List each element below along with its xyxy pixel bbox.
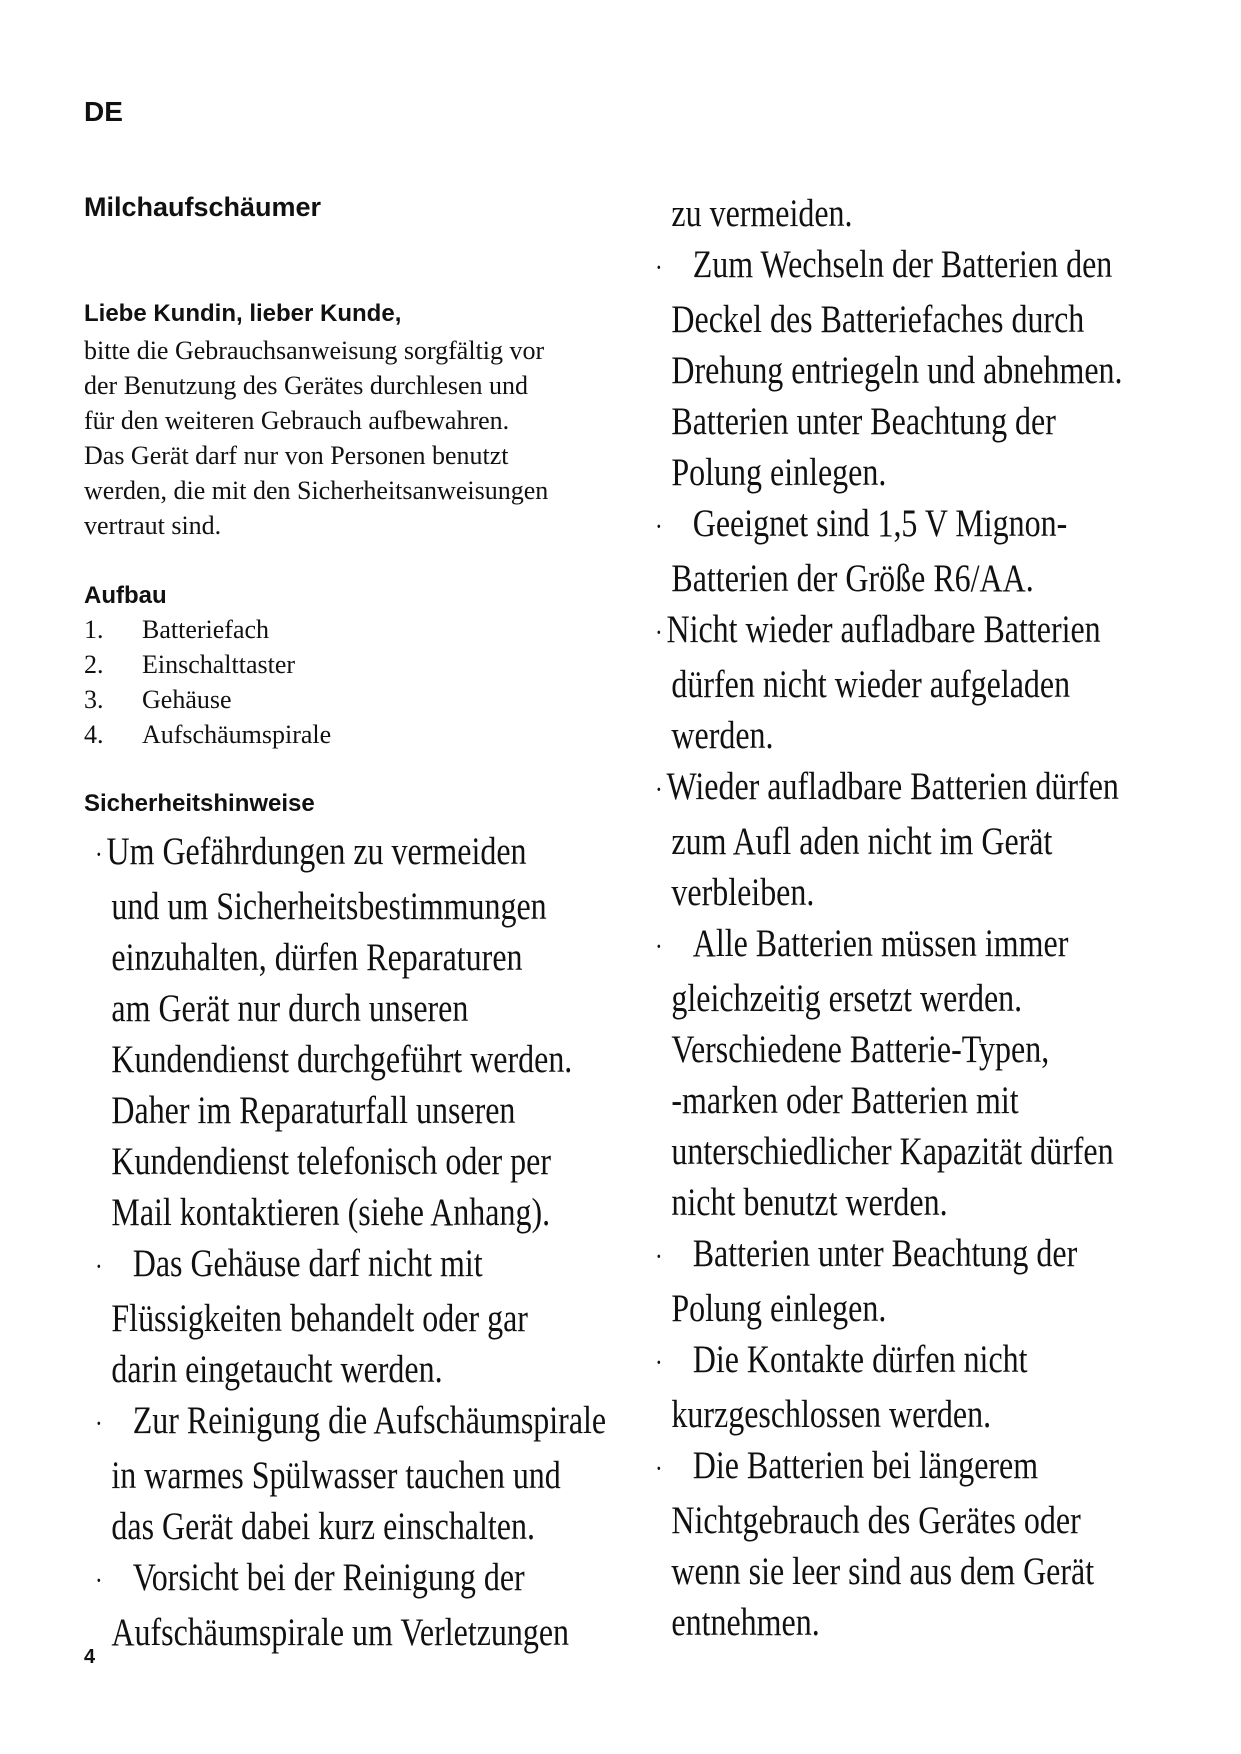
- safety-line: Verschiedene Batterie-Typen,: [671, 1028, 1050, 1071]
- intro-line: für den weiteren Gebrauch aufbewahren.: [84, 406, 510, 435]
- safety-line: · Das Gehäuse darf nicht mit: [95, 1238, 669, 1293]
- intro-line: der Benutzung des Gerätes durchlesen und: [84, 371, 529, 400]
- list-item: [84, 717, 331, 752]
- item-number: 2.: [84, 650, 104, 679]
- page-title: Milchaufschäumer: [84, 192, 322, 222]
- safety-line: Mail kontaktieren (siehe Anhang).: [111, 1191, 551, 1234]
- safety-line: und um Sicherheitsbestimmungen: [111, 885, 547, 928]
- safety-line: · Geeignet sind 1,5 V Mignon-: [655, 498, 1229, 553]
- safety-line: Batterien unter Beachtung der: [671, 400, 1056, 443]
- safety-line: · Die Batterien bei längerem: [655, 1440, 1229, 1495]
- safety-line: Drehung entriegeln und abnehmen.: [671, 349, 1123, 392]
- safety-line: Batterien der Größe R6/AA.: [671, 557, 1034, 600]
- safety-line: in warmes Spülwasser tauchen und: [111, 1454, 561, 1497]
- safety-line: Kundendienst durchgeführt werden.: [111, 1038, 573, 1081]
- safety-line: werden.: [671, 714, 774, 757]
- safety-line: Aufschäumspirale um Verletzungen: [111, 1611, 570, 1654]
- safety-line: Polung einlegen.: [671, 451, 887, 494]
- safety-line: gleichzeitig ersetzt werden.: [671, 977, 1023, 1020]
- item-number: 3.: [84, 685, 104, 714]
- safety-line: -marken oder Batterien mit: [671, 1079, 1019, 1122]
- bullet: ·: [655, 1242, 663, 1273]
- intro-paragraph: [84, 333, 684, 543]
- safety-line: · Zur Reinigung die Aufschäumspirale: [95, 1395, 669, 1450]
- safety-heading: Sicherheitshinweise: [84, 790, 315, 817]
- safety-line: das Gerät dabei kurz einschalten.: [111, 1505, 535, 1548]
- bullet: ·: [95, 1252, 103, 1283]
- safety-line: kurzgeschlossen werden.: [671, 1393, 992, 1436]
- bullet: ·: [655, 1348, 663, 1379]
- intro-line: Das Gerät darf nur von Personen benutzt: [84, 441, 509, 470]
- bullet: ·: [655, 932, 663, 963]
- safety-line: · Die Kontakte dürfen nicht: [655, 1334, 1229, 1389]
- parts-list: [84, 612, 331, 752]
- safety-line: einzuhalten, dürfen Reparaturen: [111, 936, 523, 979]
- bullet: ·: [655, 253, 663, 284]
- aufbau-heading: Aufbau: [84, 582, 167, 609]
- safety-line: unterschiedlicher Kapazität dürfen: [671, 1130, 1114, 1173]
- safety-line: am Gerät nur durch unseren: [111, 987, 469, 1030]
- safety-line: ·Um Gefährdungen zu vermeiden: [95, 826, 669, 881]
- item-label: Batteriefach: [142, 615, 270, 644]
- safety-line: wenn sie leer sind aus dem Gerät: [671, 1550, 1095, 1593]
- safety-line: ·Nicht wieder aufladbare Batterien: [655, 604, 1229, 659]
- page-number: 4: [84, 1646, 96, 1668]
- safety-line: zum Aufl aden nicht im Gerät: [671, 820, 1053, 863]
- language-tag: DE: [84, 96, 123, 127]
- bullet: ·: [655, 775, 663, 806]
- safety-line: Nichtgebrauch des Gerätes oder: [671, 1499, 1081, 1542]
- item-number: 1.: [84, 615, 104, 644]
- intro-line: vertraut sind.: [84, 511, 222, 540]
- safety-line: zu vermeiden.: [671, 192, 853, 235]
- safety-line: nicht benutzt werden.: [671, 1181, 948, 1224]
- safety-line: · Batterien unter Beachtung der: [655, 1228, 1229, 1283]
- safety-line: Daher im Reparaturfall unseren: [111, 1089, 516, 1132]
- item-label: Einschalttaster: [142, 650, 296, 679]
- safety-line: verbleiben.: [671, 871, 815, 914]
- safety-line: Polung einlegen.: [671, 1287, 887, 1330]
- greeting: Liebe Kundin, lieber Kunde,: [84, 300, 402, 327]
- bullet: ·: [95, 840, 103, 871]
- bullet: ·: [95, 1409, 103, 1440]
- list-item: [84, 612, 331, 647]
- safety-line: Flüssigkeiten behandelt oder gar: [111, 1297, 528, 1340]
- safety-column-right: [655, 188, 1229, 1648]
- safety-line: Deckel des Batteriefaches durch: [671, 298, 1085, 341]
- safety-line: entnehmen.: [671, 1601, 820, 1644]
- safety-line: Kundendienst telefonisch oder per: [111, 1140, 551, 1183]
- safety-column-left: [95, 826, 669, 1658]
- bullet: ·: [95, 1566, 103, 1597]
- list-item: [84, 647, 331, 682]
- item-label: Aufschäumspirale: [142, 720, 332, 749]
- intro-line: bitte die Gebrauchsanweisung sorgfältig vor: [84, 336, 545, 365]
- item-number: 4.: [84, 720, 104, 749]
- safety-line: · Vorsicht bei der Reinigung der: [95, 1552, 669, 1607]
- safety-line: · Zum Wechseln der Batterien den: [655, 239, 1229, 294]
- item-label: Gehäuse: [142, 685, 232, 714]
- safety-line: · Alle Batterien müssen immer: [655, 918, 1229, 973]
- bullet: ·: [655, 1454, 663, 1485]
- safety-line: ·Wieder aufladbare Batterien dürfen: [655, 761, 1229, 816]
- bullet: ·: [655, 618, 663, 649]
- bullet: ·: [655, 512, 663, 543]
- list-item: [84, 682, 331, 717]
- safety-line: dürfen nicht wieder aufgeladen: [671, 663, 1071, 706]
- safety-line: darin eingetaucht werden.: [111, 1348, 443, 1391]
- intro-line: werden, die mit den Sicherheitsanweisungen: [84, 476, 549, 505]
